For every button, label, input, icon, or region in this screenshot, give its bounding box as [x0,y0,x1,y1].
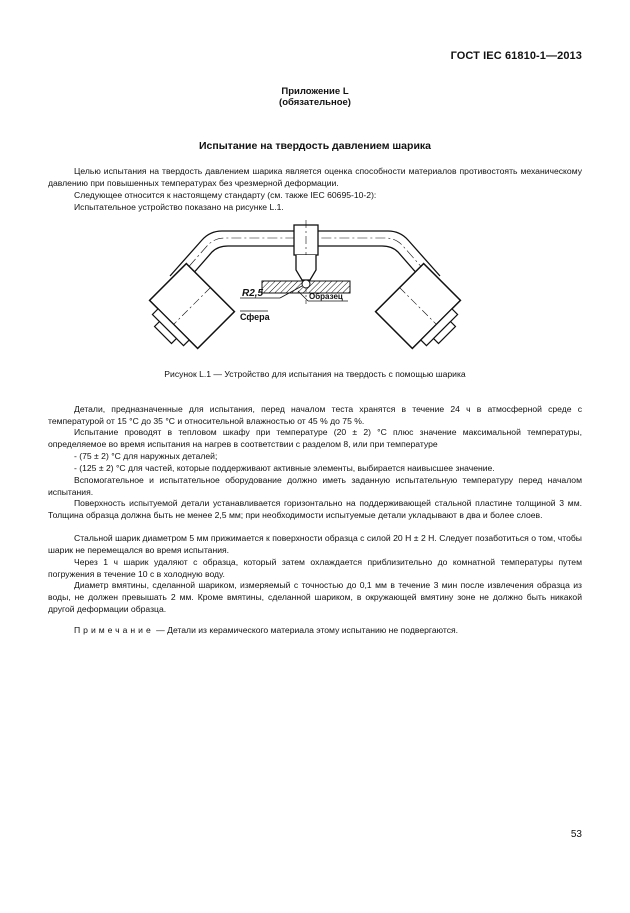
note-paragraph [48,624,582,636]
body-paragraph-4 [48,462,582,474]
body-p4-text: - (125 ± 2) °С для частей, которые поддерживают активные элементы, выбирается наивысшее значение. [74,463,495,473]
body-p6-text: Поверхность испытуемой детали устанавливается горизонтально на поддерживающей стальной пластине толщиной 3 мм. Толщина образца должна быть не менее 2,5 мм; при необходимости испытуемые детали укладывают в два и более слоев. [48,498,582,520]
body-paragraph-7 [48,532,582,556]
body-paragraph-3 [48,450,582,462]
figure-caption: Рисунок L.1 — Устройство для испытания на твердость с помощью шарика [164,369,466,379]
body-paragraph-1 [48,403,582,427]
note-label: Примечание [74,625,154,635]
body-p8-text: Через 1 ч шарик удаляют с образца, который затем охлаждается приблизительно до комнатной температуры путем погружения в течение 10 с в холодную воду. [48,557,582,579]
body-p9-text: Диаметр вмятины, сделанной шариком, измеряемый с точностью до 0,1 мм в течение 3 мин после извлечения образца из воды, не должен превышать 2 мм. Кроме вмятины, сделанной шариком, в окружающей вмятину зоне не должно быть никакой другой деформации образца. [48,580,582,614]
ball-pressure-apparatus-figure [140,218,470,366]
page-number: 53 [570,829,582,840]
intro-p2-text: Следующее относится к настоящему стандарту (см. также IEC 60695-10-2): [74,190,377,200]
label-sphere: Сфера [240,312,270,322]
body-paragraph-9 [48,579,582,615]
body-p5-text: Вспомогательное и испытательное оборудование должно иметь заданную испытательную температуру перед началом испытания. [48,475,582,497]
label-sample: Образец [309,292,343,301]
left-weight-block [140,264,234,359]
body-p1-text: Детали, предназначенные для испытания, перед началом теста хранятся в течение 24 ч в атмосферной среде с температурой от 15 °С до 35 °С и относительной влажностью от 45 % до 75 %. [48,404,582,426]
intro-p3-text: Испытательное устройство показано на рисунке L.1. [74,202,284,212]
right-weight-block [376,264,470,359]
section-title: Испытание на твердость давлением шарика [198,140,431,152]
annex-title: Приложение L [281,86,349,97]
label-radius: R2,5 [242,288,264,299]
body-p2-text: Испытание проводят в тепловом шкафу при температуре (20 ± 2) °С плюс значение максимальной температуры, определяемое во время испытания на нагрев в соответствии с разделом 8, или при температуре [48,427,582,449]
standard-code: ГОСТ IEC 61810-1—2013 [450,50,582,62]
annex-status: (обязательное) [279,97,351,108]
intro-p1-text: Целью испытания на твердость давлением шарика является оценка способности материалов противостоять механическому давлению при повышенных температурах без чрезмерной деформации. [48,166,582,188]
note-text: — Детали из керамического материала этому испытанию не подвергаются. [153,625,459,635]
body-paragraph-2 [48,426,582,450]
intro-paragraph-2 [48,189,582,201]
steel-ball [302,280,310,288]
intro-paragraph-1 [48,165,582,189]
body-paragraph-5 [48,474,582,498]
intro-paragraph-3 [48,201,582,213]
body-paragraph-8 [48,556,582,580]
body-p3-text: - (75 ± 2) °С для наружных деталей; [74,451,218,461]
body-p7-text: Стальной шарик диаметром 5 мм прижимается к поверхности образца с силой 20 Н ± 2 Н. Следует позаботиться о том, чтобы шарик не перемещался во время испытания. [48,533,582,555]
body-paragraph-6 [48,497,582,521]
